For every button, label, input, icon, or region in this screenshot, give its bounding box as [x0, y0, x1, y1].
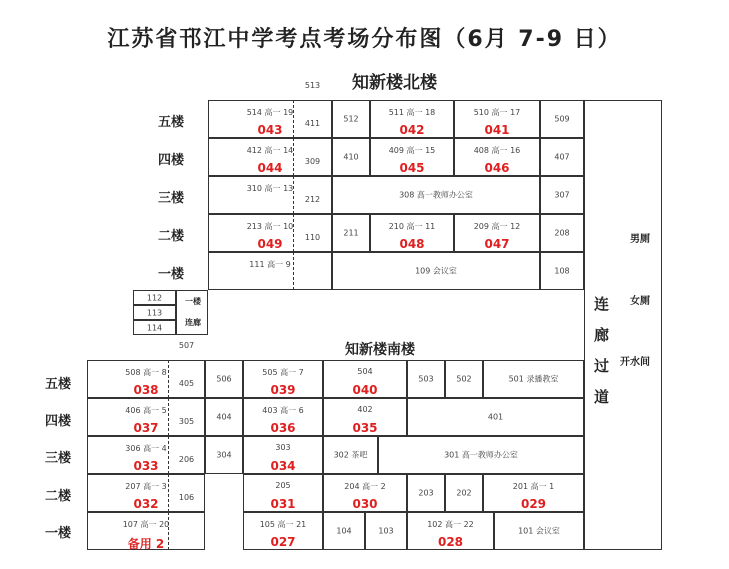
room-number: 304 — [216, 450, 232, 460]
north-floor-label: 五楼 — [158, 115, 185, 130]
room-number: 211 — [343, 228, 359, 238]
exam-room — [243, 398, 323, 436]
north-floor-label: 一楼 — [158, 267, 185, 282]
room — [445, 474, 483, 512]
meeting-room — [494, 512, 584, 550]
room-number: 110 — [304, 233, 321, 242]
exam-room-code: 027 — [270, 535, 296, 549]
exam-room-code: 044 — [257, 161, 283, 175]
exam-room-code: 034 — [270, 459, 296, 473]
connector-corridor — [176, 290, 208, 335]
room-number: 503 — [418, 374, 434, 384]
room-label: 210 高一 11 — [388, 222, 436, 231]
room-number: 112 — [146, 293, 163, 302]
room-number: 305 — [178, 417, 195, 426]
room-number: 208 — [554, 228, 570, 238]
room — [365, 512, 407, 550]
corridor-label: 过 — [594, 357, 610, 375]
room-number: 103 — [378, 526, 394, 536]
exam-room-code: 038 — [133, 383, 159, 397]
north-floor-label: 二楼 — [158, 229, 185, 244]
room-number: 307 — [554, 190, 570, 200]
room-label: 308 高一教师办公室 — [399, 190, 473, 200]
office-room — [378, 436, 584, 474]
exam-room — [323, 398, 407, 436]
womens-restroom: 女厕 — [630, 296, 650, 307]
corridor-label: 道 — [594, 388, 610, 406]
room-number: 509 — [554, 114, 570, 124]
room-number: 512 — [343, 114, 359, 124]
room — [445, 360, 483, 398]
room — [540, 100, 584, 138]
exam-room — [483, 474, 584, 512]
room — [407, 474, 445, 512]
exam-room — [454, 214, 540, 252]
room-label: 504 — [357, 367, 373, 376]
exam-room-code: 046 — [484, 161, 510, 175]
room-label: 409 高一 15 — [388, 146, 436, 155]
room-label: 101 会议室 — [518, 526, 560, 536]
room-label: 201 高一 1 — [512, 482, 555, 491]
room-number: 404 — [216, 412, 232, 422]
room — [205, 436, 243, 474]
exam-room — [454, 100, 540, 138]
room — [205, 398, 243, 436]
room — [540, 214, 584, 252]
south-floor-label: 二楼 — [45, 489, 72, 504]
exam-room — [454, 138, 540, 176]
room-label: 111 高一 9 — [249, 260, 291, 269]
room — [133, 290, 176, 305]
exam-room-code: 035 — [352, 421, 378, 435]
exam-room-code: 032 — [133, 497, 159, 511]
room-number: 411 — [304, 119, 321, 128]
connector-label: 一楼 — [185, 297, 201, 306]
corridor-label: 廊 — [594, 326, 610, 344]
room-label: 403 高一 6 — [262, 406, 304, 415]
room — [407, 360, 445, 398]
room — [332, 138, 370, 176]
room-number: 212 — [304, 195, 321, 204]
room — [540, 176, 584, 214]
north-floor-label: 四楼 — [158, 153, 185, 168]
office-room — [332, 176, 540, 214]
meeting-room — [332, 252, 540, 290]
south-building-name: 知新楼南楼 — [345, 342, 415, 358]
exam-room-code: 备用 2 — [127, 537, 165, 551]
south-floor-label: 五楼 — [45, 377, 72, 392]
north-building-name: 知新楼北楼 — [352, 73, 437, 93]
exam-room-code: 049 — [257, 237, 283, 251]
room — [332, 100, 370, 138]
exam-room-code: 031 — [270, 497, 296, 511]
room-number: 104 — [336, 526, 352, 536]
exam-room — [323, 360, 407, 398]
room — [540, 138, 584, 176]
exam-room — [243, 512, 323, 550]
exam-room-code: 042 — [399, 123, 425, 137]
room-number: 202 — [456, 488, 472, 498]
exam-room-code: 037 — [133, 421, 159, 435]
room — [133, 305, 176, 320]
south-floor-label: 一楼 — [45, 526, 72, 541]
exam-room-code: 040 — [352, 383, 378, 397]
exam-room-code: 039 — [270, 383, 296, 397]
room-label: 408 高一 16 — [473, 146, 521, 155]
exam-room — [323, 474, 407, 512]
room-label: 205 — [275, 481, 291, 490]
exam-room-code: 041 — [484, 123, 510, 137]
room-label: 105 高一 21 — [259, 520, 307, 529]
tea-bar — [323, 436, 378, 474]
room-number: 309 — [304, 157, 321, 166]
room-number: 407 — [554, 152, 570, 162]
exam-room — [243, 360, 323, 398]
room-label: 213 高一 10 — [246, 222, 294, 231]
exam-room-code: 045 — [399, 161, 425, 175]
room — [407, 398, 584, 436]
exam-room — [407, 512, 494, 550]
room — [205, 360, 243, 398]
room-label: 204 高一 2 — [344, 482, 386, 491]
exam-room-code: 033 — [133, 459, 159, 473]
exam-room — [243, 474, 323, 512]
exam-room — [370, 100, 454, 138]
south-floor-label: 三楼 — [45, 451, 72, 466]
room-label: 501 录播教室 — [508, 374, 559, 384]
room-label: 412 高一 14 — [246, 146, 294, 155]
room-label: 207 高一 3 — [125, 482, 167, 491]
room-label: 505 高一 7 — [262, 368, 304, 377]
exam-room-code: 047 — [484, 237, 510, 251]
page-title: 江苏省邗江中学考点考场分布图（6月 7-9 日） — [107, 27, 622, 52]
north-floor-label: 三楼 — [158, 191, 185, 206]
room-number: 513 — [304, 81, 321, 90]
mens-restroom: 男厕 — [630, 234, 650, 245]
exam-room-code: 048 — [399, 237, 425, 251]
room-label: 406 高一 5 — [125, 406, 167, 415]
room-number: 106 — [178, 493, 195, 502]
room — [133, 320, 176, 335]
room-number: 405 — [178, 379, 195, 388]
room-label: 109 会议室 — [415, 266, 457, 276]
room-number: 113 — [146, 308, 163, 317]
corridor-label: 连 — [594, 295, 610, 313]
room-label: 514 高一 19 — [246, 108, 294, 117]
room-label: 306 高一 4 — [125, 444, 167, 453]
room-label: 310 高一 13 — [246, 184, 294, 193]
room-label: 508 高一 8 — [125, 368, 167, 377]
room — [323, 512, 365, 550]
room-label: 511 高一 18 — [388, 108, 436, 117]
room-label: 209 高一 12 — [473, 222, 521, 231]
room-number: 410 — [343, 152, 359, 162]
water-room: 开水间 — [620, 357, 650, 368]
exam-room — [243, 436, 323, 474]
room-number: 108 — [554, 266, 570, 276]
room-number: 401 — [487, 412, 504, 422]
south-floor-label: 四楼 — [45, 414, 72, 429]
exam-room — [370, 214, 454, 252]
exam-room-code: 030 — [352, 497, 378, 511]
connector-label: 连廊 — [185, 318, 201, 327]
room-number: 506 — [216, 374, 232, 384]
room-label: 510 高一 17 — [473, 108, 521, 117]
exam-room-code: 029 — [520, 497, 547, 511]
room-number: 206 — [178, 455, 195, 464]
room-number: 502 — [456, 374, 472, 384]
recording-room — [483, 360, 584, 398]
room-label: 402 — [357, 405, 373, 414]
exam-room-code: 028 — [437, 535, 464, 549]
room-label: 303 — [275, 443, 291, 452]
room — [332, 214, 370, 252]
room-label: 302 茶吧 — [333, 450, 368, 460]
room — [540, 252, 584, 290]
exam-room — [370, 138, 454, 176]
exam-room-code: 043 — [257, 123, 283, 137]
room-number: 507 — [178, 341, 195, 350]
exam-room-code: 036 — [270, 421, 296, 435]
room-number: 203 — [418, 488, 434, 498]
room-label: 102 高一 22 — [427, 520, 474, 529]
room-label: 107 高一 20 — [122, 520, 170, 529]
room-number: 114 — [146, 323, 163, 332]
room-label: 301 高一教师办公室 — [444, 450, 518, 460]
